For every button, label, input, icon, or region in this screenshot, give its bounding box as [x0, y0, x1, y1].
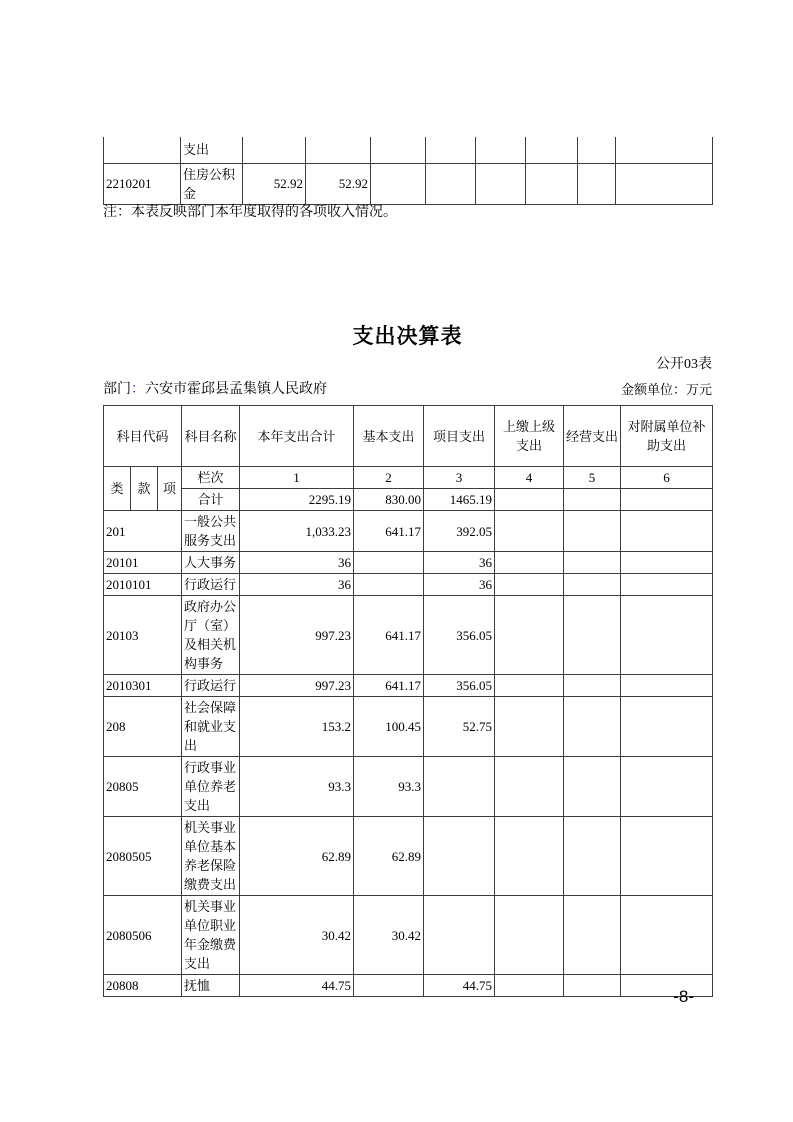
cell-empty: [495, 489, 564, 511]
cell-empty: [621, 489, 713, 511]
cell-code: 208: [104, 697, 182, 757]
cell-basic: [354, 574, 424, 596]
total-amount: 2295.19: [240, 489, 354, 511]
cell-basic: [354, 552, 424, 574]
column-number: 2: [354, 467, 424, 489]
header-cell-code: 科目代码: [104, 406, 182, 467]
cell-project: [424, 757, 495, 817]
cell-empty: [526, 163, 578, 204]
cell-project: [424, 896, 495, 975]
page-title: 支出决算表: [352, 324, 463, 348]
cell-empty: [426, 137, 476, 163]
cell-name: 机关事业单位职业年金缴费支出: [182, 896, 240, 975]
table-row: [104, 137, 713, 163]
department-prefix: 部门: [103, 382, 131, 397]
cell-amount: 52.92: [306, 163, 371, 204]
table-row: [104, 697, 713, 757]
cell-empty: [621, 596, 713, 675]
cell-empty: [495, 675, 564, 697]
total-row: [104, 489, 713, 511]
cell-total: 36: [240, 552, 354, 574]
department-colon: ：: [131, 382, 145, 397]
cell-empty: [495, 511, 564, 552]
cell-empty: [495, 757, 564, 817]
cell-total: 30.42: [240, 896, 354, 975]
header-row: [104, 406, 713, 467]
cell-empty: [564, 489, 621, 511]
cell-total: 36: [240, 574, 354, 596]
cell-code: 20101: [104, 552, 182, 574]
cell-name: 机关事业单位基本养老保险缴费支出: [182, 817, 240, 896]
cell-empty: [621, 552, 713, 574]
cell-code: [104, 137, 181, 163]
cell-code: 20805: [104, 757, 182, 817]
table-row: [104, 574, 713, 596]
cell-basic: 62.89: [354, 817, 424, 896]
cell-code: 2210201: [104, 163, 181, 204]
cell-empty: [621, 697, 713, 757]
table-row: [104, 163, 713, 204]
cell-name: 政府办公厅（室）及相关机构事务: [182, 596, 240, 675]
cell-name: 人大事务: [182, 552, 240, 574]
header-cell-section: 款: [131, 467, 158, 511]
cell-empty: [495, 697, 564, 757]
cell-total: 44.75: [240, 975, 354, 997]
column-number: 4: [495, 467, 564, 489]
cell-name: 行政运行: [182, 675, 240, 697]
table-note: 注：本表反映部门本年度取得的各项收入情况。: [103, 205, 397, 220]
cell-name: 行政运行: [182, 574, 240, 596]
header-cell-class: 类: [104, 467, 131, 511]
cell-empty: [495, 552, 564, 574]
cell-basic: 100.45: [354, 697, 424, 757]
column-number: 3: [424, 467, 495, 489]
cell-total: 997.23: [240, 675, 354, 697]
cell-name: 住房公积金: [181, 163, 243, 204]
cell-empty: [306, 137, 371, 163]
cell-empty: [621, 896, 713, 975]
cell-amount: 52.92: [243, 163, 306, 204]
cell-empty: [616, 137, 713, 163]
cell-code: 2010101: [104, 574, 182, 596]
cell-basic: 641.17: [354, 675, 424, 697]
cell-name: 抚恤: [182, 975, 240, 997]
cell-empty: [476, 163, 526, 204]
table-row: [104, 896, 713, 975]
cell-total: 997.23: [240, 596, 354, 675]
cell-empty: [621, 675, 713, 697]
table-row: [104, 511, 713, 552]
header-cell-total: 本年支出合计: [240, 406, 354, 467]
table-row: [104, 817, 713, 896]
cell-name: 社会保障和就业支出: [182, 697, 240, 757]
header-cell-basic: 基本支出: [354, 406, 424, 467]
cell-basic: 641.17: [354, 596, 424, 675]
cell-empty: [564, 511, 621, 552]
cell-total: 153.2: [240, 697, 354, 757]
department-line: [103, 378, 327, 398]
cell-empty: [564, 896, 621, 975]
header-cell-operating: 经营支出: [564, 406, 621, 467]
cell-empty: [526, 137, 578, 163]
column-number: 5: [564, 467, 621, 489]
cell-empty: [495, 596, 564, 675]
cell-empty: [495, 817, 564, 896]
total-amount: 830.00: [354, 489, 424, 511]
total-label: 合计: [182, 489, 240, 511]
cell-empty: [621, 511, 713, 552]
cell-empty: [564, 697, 621, 757]
cell-code: 201: [104, 511, 182, 552]
cell-empty: [495, 896, 564, 975]
cell-empty: [495, 574, 564, 596]
column-number: 1: [240, 467, 354, 489]
header-cell-upper: 上缴上级支出: [495, 406, 564, 467]
header-cell-subsidy: 对附属单位补助支出: [621, 406, 713, 467]
cell-empty: [578, 137, 616, 163]
cell-empty: [621, 574, 713, 596]
department-name: 六安市霍邱县孟集镇人民政府: [145, 382, 327, 397]
cell-name: 一般公共服务支出: [182, 511, 240, 552]
cell-empty: [371, 137, 426, 163]
cell-empty: [564, 675, 621, 697]
column-number: 6: [621, 467, 713, 489]
table-row: [104, 552, 713, 574]
income-table-continuation: [103, 137, 713, 205]
header-cell-name: 科目名称: [182, 406, 240, 467]
cell-empty: [621, 757, 713, 817]
cell-basic: 93.3: [354, 757, 424, 817]
unit-label: 金额单位：万元: [620, 382, 712, 397]
cell-empty: [578, 163, 616, 204]
cell-project: 44.75: [424, 975, 495, 997]
cell-code: 20808: [104, 975, 182, 997]
cell-project: 392.05: [424, 511, 495, 552]
cell-project: [424, 817, 495, 896]
cell-empty: [476, 137, 526, 163]
cell-empty: [616, 163, 713, 204]
cell-empty: [564, 552, 621, 574]
table-row: [104, 675, 713, 697]
cell-empty: [564, 574, 621, 596]
cell-empty: [564, 596, 621, 675]
cell-basic: 30.42: [354, 896, 424, 975]
cell-basic: 641.17: [354, 511, 424, 552]
report-meta-row: [103, 378, 712, 398]
cell-total: 93.3: [240, 757, 354, 817]
column-index-row: [104, 467, 713, 489]
form-number-label: 公开03表: [656, 357, 712, 372]
cell-code: 2080506: [104, 896, 182, 975]
cell-total: 62.89: [240, 817, 354, 896]
cell-project: 52.75: [424, 697, 495, 757]
cell-empty: [371, 163, 426, 204]
cell-name: 支出: [181, 137, 243, 163]
table-row: [104, 757, 713, 817]
cell-empty: [564, 757, 621, 817]
cell-project: 36: [424, 574, 495, 596]
expenditure-table: [103, 405, 713, 997]
total-amount: 1465.19: [424, 489, 495, 511]
cell-code: 20103: [104, 596, 182, 675]
cell-empty: [564, 817, 621, 896]
table-row: [104, 596, 713, 675]
cell-name: 行政事业单位养老支出: [182, 757, 240, 817]
cell-project: 356.05: [424, 675, 495, 697]
cell-empty: [426, 163, 476, 204]
cell-empty: [243, 137, 306, 163]
cell-project: 356.05: [424, 596, 495, 675]
header-cell-item: 项: [158, 467, 182, 511]
cell-total: 1,033.23: [240, 511, 354, 552]
cell-project: 36: [424, 552, 495, 574]
page-number: -8-: [673, 987, 694, 1006]
cell-empty: [621, 817, 713, 896]
cell-code: 2010301: [104, 675, 182, 697]
header-cell-project: 项目支出: [424, 406, 495, 467]
header-cell-lanci: 栏次: [182, 467, 240, 489]
cell-code: 2080505: [104, 817, 182, 896]
